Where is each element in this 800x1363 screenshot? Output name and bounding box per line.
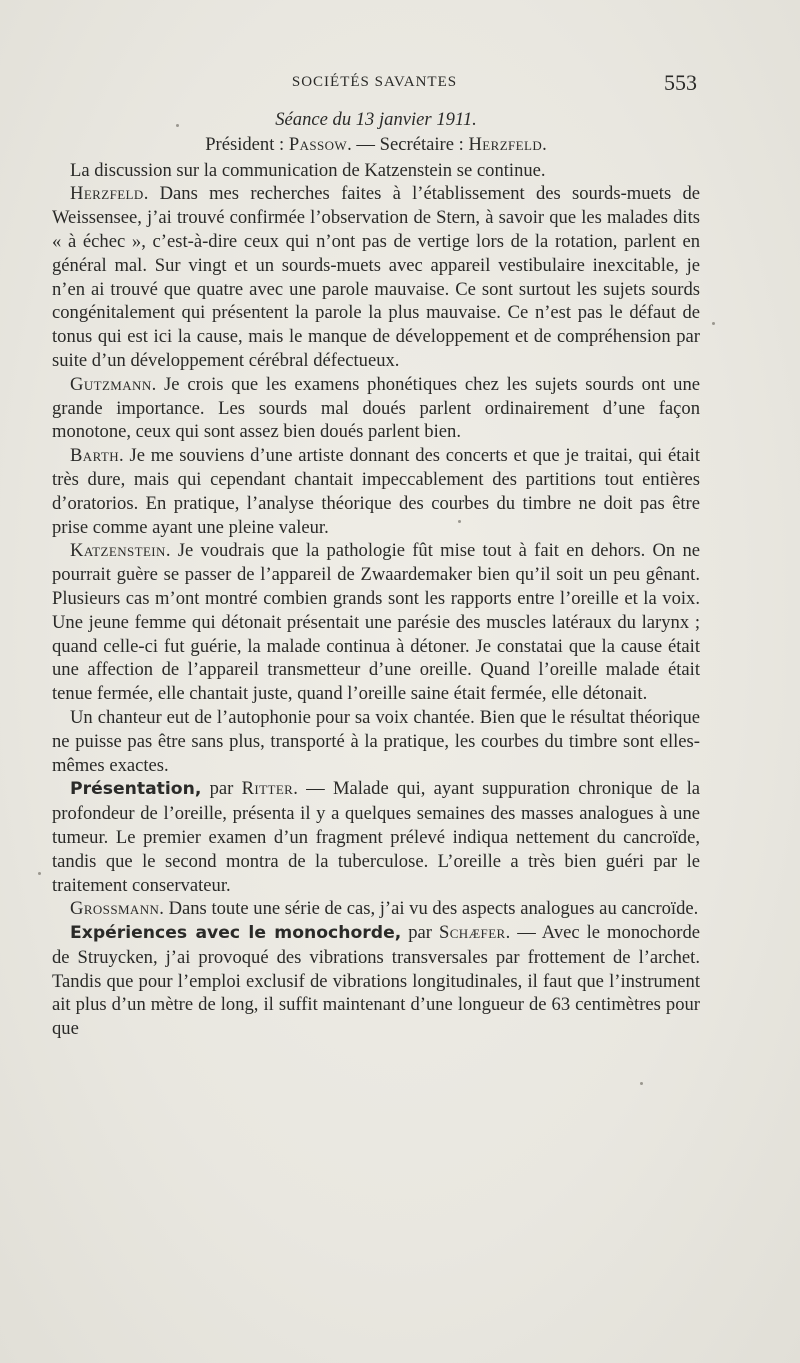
paragraph-herzfeld xyxy=(52,182,700,372)
running-title: SOCIÉTÉS SAVANTES xyxy=(291,74,458,90)
president-label: Président : xyxy=(205,133,289,155)
speaker-name: Katzenstein xyxy=(70,540,166,562)
president-name: Passow xyxy=(288,133,348,155)
speaker-name: Gutzmann xyxy=(70,373,152,395)
paragraph-grossmann xyxy=(52,897,700,921)
paragraph-autophonie xyxy=(52,706,700,777)
secretary-label: Secrétaire : xyxy=(379,133,469,155)
byline-prefix: par xyxy=(401,922,439,944)
byline-prefix: par xyxy=(201,778,242,800)
session-date: Séance du 13 janvier 1911. xyxy=(275,109,477,130)
paragraph-text: . — Malade qui, ayant suppuration chronique de la profondeur de l’oreille, présenta il y a quelques semaines des masses analogues à une tumeur. Le premier examen d’un fragment prélevé indiqua nettement du cancroïde, tandis que le second montra de la tuberculose. L’oreille a très bien guéri par le traitement conservateur. xyxy=(52,778,701,896)
paper-speck xyxy=(458,520,461,523)
paper-speck xyxy=(640,1082,643,1085)
speaker-name: Herzfeld xyxy=(70,183,144,205)
paragraph-text: . — Avec le monochorde de Struycken, j’ai provoqué des vibrations transversales par frottement de l’archet. Tandis que pour l’emploi exclusif de vibrations longitudinales, il faut que l’instrument ait plus d’un mètre de long, il suffit maintenant d’une longueur de 63 centimètres pour que xyxy=(52,922,700,1040)
session-officers xyxy=(52,133,700,157)
paragraph-gutzmann xyxy=(52,373,700,444)
speaker-name: Barth xyxy=(70,445,120,467)
paragraph-intro xyxy=(52,159,700,183)
paragraph-text: Un chanteur eut de l’autophonie pour sa voix chantée. Bien que le résultat théorique ne puisse pas être sans plus, transporté à la pratique, les courbes du timbre sont elles-mêmes exactes. xyxy=(52,706,700,776)
paragraph-text: . Je me souviens d’une artiste donnant des concerts et que je traitai, qui était très dure, mais qui cependant chantait impeccablement des partitions tout entières d’oratorios. En pratique, l’analyse théorique des courbes du timbre ne doit pas être prise comme ayant une pleine valeur. xyxy=(52,445,700,538)
officers-separator: . — xyxy=(347,133,380,155)
speaker-name: Grossmann xyxy=(70,898,160,920)
paragraph-katzenstein xyxy=(52,539,700,706)
paper-speck xyxy=(176,124,179,127)
page-number: 553 xyxy=(664,70,697,95)
paragraph-presentation xyxy=(52,777,700,897)
paragraph-text: La discussion sur la communication de Katzenstein se continue. xyxy=(70,159,546,181)
page-header xyxy=(52,70,697,98)
paragraph-barth xyxy=(52,444,700,539)
officers-end: . xyxy=(542,133,547,155)
section-heading: Expériences avec le monochorde, xyxy=(70,923,402,944)
section-heading: Présentation, xyxy=(70,779,202,800)
paragraph-text: . Je voudrais que la pathologie fût mise tout à fait en dehors. On ne pourrait guère se passer de l’appareil de Zwaardemaker bien qu’il soit un peu gênant. Plusieurs cas m’ont montré combien grands sont les rapports entre l’oreille et la voix. Une jeune femme qui détonait présentait une parésie des muscles latéraux du larynx ; quand celle-ci fut guérie, la malade continua à détoner. Je constatai que la cause était une affection de l’appareil transmetteur d’une oreille. Quand l’oreille malade était tenue fermée, elle chantait juste, quand l’oreille saine était fermée, elle détonait. xyxy=(52,540,700,705)
paragraph-experiences xyxy=(52,921,700,1041)
secretary-name: Herzfeld xyxy=(468,133,543,155)
paper-speck xyxy=(38,872,41,875)
byline-author: Ritter xyxy=(241,778,294,800)
paragraph-text: . Dans mes recherches faites à l’établissement des sourds-muets de Weissensee, j’ai trouvé confirmée l’observation de Stern, à savoir que les malades dits « à échec », c’est-à-dire ceux qui n’ont pas de vertige lors de la rotation, parlent en général mal. Sur vingt et un sourds-muets avec appareil vestibulaire inexcitable, je n’en ai trouvé que quatre avec une parole mauvaise. Ce sont surtout les sujets sourds congénitalement qui présentent la parole la plus mauvaise. Ce n’est pas le défaut de tonus qui est ici la cause, mais le manque de développement et de compréhension par suite d’un développement cérébral défectueux. xyxy=(52,183,700,371)
paragraph-text: . Dans toute une série de cas, j’ai vu des aspects analogues au cancroïde. xyxy=(159,898,699,920)
paragraph-text: . Je crois que les examens phonétiques chez les sujets sourds ont une grande importance. Les sourds mal doués parlent ordinairement d’une façon monotone, ceux qui sont assez bien doués parlent bien. xyxy=(52,373,700,443)
paper-speck xyxy=(712,322,715,325)
article-body xyxy=(52,108,700,1041)
byline-author: Schæfer xyxy=(439,922,506,944)
